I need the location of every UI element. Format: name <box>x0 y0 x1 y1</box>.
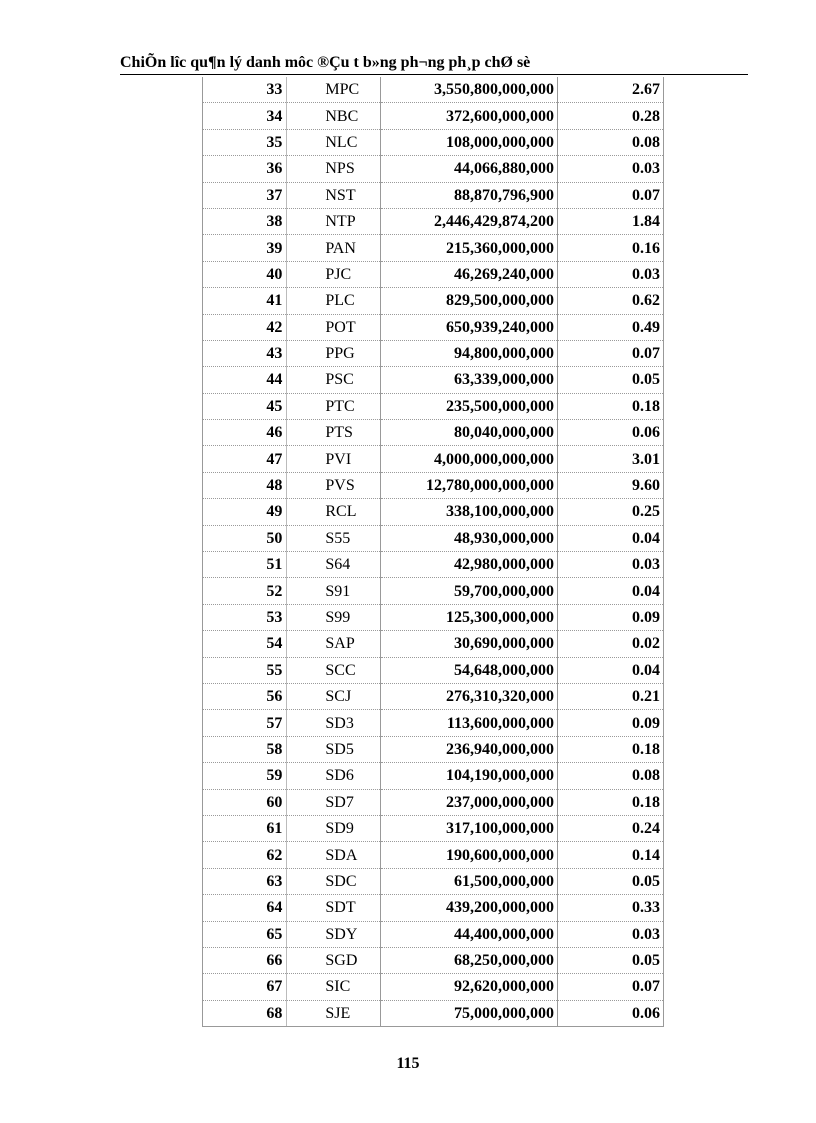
table-row <box>203 710 664 736</box>
stock-symbol: NTP <box>287 208 381 234</box>
table-row <box>203 736 664 762</box>
weight-percent: 0.08 <box>557 129 663 155</box>
stock-symbol: SDT <box>287 895 381 921</box>
table-row <box>203 683 664 709</box>
weight-percent: 0.05 <box>557 868 663 894</box>
market-value: 104,190,000,000 <box>381 763 558 789</box>
weight-percent: 0.07 <box>557 340 663 366</box>
stock-symbol: SGD <box>287 947 381 973</box>
market-value: 59,700,000,000 <box>381 578 558 604</box>
weight-percent: 0.04 <box>557 578 663 604</box>
stock-symbol: PAN <box>287 235 381 261</box>
row-index: 39 <box>203 235 287 261</box>
table-row <box>203 552 664 578</box>
table-row <box>203 129 664 155</box>
stock-symbol: SDY <box>287 921 381 947</box>
table-row <box>203 314 664 340</box>
row-index: 54 <box>203 631 287 657</box>
market-value: 63,339,000,000 <box>381 367 558 393</box>
weight-percent: 0.14 <box>557 842 663 868</box>
weight-percent: 0.08 <box>557 763 663 789</box>
weight-percent: 0.04 <box>557 657 663 683</box>
table-row <box>203 921 664 947</box>
row-index: 52 <box>203 578 287 604</box>
row-index: 56 <box>203 683 287 709</box>
stock-symbol: S64 <box>287 552 381 578</box>
market-value: 338,100,000,000 <box>381 499 558 525</box>
stock-symbol: PVI <box>287 446 381 472</box>
weight-percent: 0.03 <box>557 156 663 182</box>
market-value: 44,400,000,000 <box>381 921 558 947</box>
stock-symbol: SJE <box>287 1000 381 1026</box>
stock-symbol: PTS <box>287 420 381 446</box>
market-value: 94,800,000,000 <box>381 340 558 366</box>
stock-symbol: SDC <box>287 868 381 894</box>
page-header <box>120 50 748 75</box>
table-row <box>203 103 664 129</box>
market-value: 80,040,000,000 <box>381 420 558 446</box>
row-index: 63 <box>203 868 287 894</box>
row-index: 36 <box>203 156 287 182</box>
row-index: 51 <box>203 552 287 578</box>
weight-percent: 0.06 <box>557 420 663 446</box>
weight-percent: 0.18 <box>557 789 663 815</box>
market-value: 68,250,000,000 <box>381 947 558 973</box>
stock-symbol: S55 <box>287 525 381 551</box>
market-value: 42,980,000,000 <box>381 552 558 578</box>
row-index: 41 <box>203 288 287 314</box>
table-row <box>203 367 664 393</box>
weight-percent: 0.33 <box>557 895 663 921</box>
market-value: 125,300,000,000 <box>381 604 558 630</box>
stock-symbol: SD7 <box>287 789 381 815</box>
stock-symbol: SD3 <box>287 710 381 736</box>
market-value: 2,446,429,874,200 <box>381 208 558 234</box>
stock-table <box>202 77 664 1027</box>
table-row <box>203 420 664 446</box>
row-index: 34 <box>203 103 287 129</box>
weight-percent: 0.07 <box>557 182 663 208</box>
row-index: 62 <box>203 842 287 868</box>
stock-symbol: PLC <box>287 288 381 314</box>
market-value: 439,200,000,000 <box>381 895 558 921</box>
table-row <box>203 472 664 498</box>
row-index: 45 <box>203 393 287 419</box>
stock-symbol: NLC <box>287 129 381 155</box>
stock-symbol: SCC <box>287 657 381 683</box>
weight-percent: 0.18 <box>557 393 663 419</box>
weight-percent: 0.49 <box>557 314 663 340</box>
row-index: 66 <box>203 947 287 973</box>
row-index: 38 <box>203 208 287 234</box>
row-index: 49 <box>203 499 287 525</box>
weight-percent: 0.07 <box>557 974 663 1000</box>
stock-symbol: SD9 <box>287 815 381 841</box>
header-title: ChiÕn lîc qu¶n lý danh môc ®Çu t b»ng ph¬ng ph¸p chØ sè <box>120 54 531 71</box>
stock-symbol: POT <box>287 314 381 340</box>
market-value: 190,600,000,000 <box>381 842 558 868</box>
market-value: 372,600,000,000 <box>381 103 558 129</box>
stock-symbol: SIC <box>287 974 381 1000</box>
table-row <box>203 208 664 234</box>
table-row <box>203 842 664 868</box>
table-row <box>203 340 664 366</box>
stock-symbol: NPS <box>287 156 381 182</box>
stock-symbol: SCJ <box>287 683 381 709</box>
market-value: 113,600,000,000 <box>381 710 558 736</box>
row-index: 46 <box>203 420 287 446</box>
weight-percent: 0.05 <box>557 947 663 973</box>
stock-symbol: PJC <box>287 261 381 287</box>
row-index: 43 <box>203 340 287 366</box>
table-row <box>203 446 664 472</box>
table-row <box>203 763 664 789</box>
row-index: 33 <box>203 77 287 103</box>
row-index: 42 <box>203 314 287 340</box>
row-index: 57 <box>203 710 287 736</box>
table-row <box>203 182 664 208</box>
row-index: 53 <box>203 604 287 630</box>
market-value: 237,000,000,000 <box>381 789 558 815</box>
market-value: 12,780,000,000,000 <box>381 472 558 498</box>
weight-percent: 0.05 <box>557 367 663 393</box>
stock-symbol: PPG <box>287 340 381 366</box>
weight-percent: 0.25 <box>557 499 663 525</box>
table-row <box>203 947 664 973</box>
weight-percent: 0.18 <box>557 736 663 762</box>
weight-percent: 0.03 <box>557 261 663 287</box>
market-value: 75,000,000,000 <box>381 1000 558 1026</box>
market-value: 44,066,880,000 <box>381 156 558 182</box>
stock-symbol: PVS <box>287 472 381 498</box>
stock-symbol: S91 <box>287 578 381 604</box>
weight-percent: 2.67 <box>557 77 663 103</box>
row-index: 65 <box>203 921 287 947</box>
market-value: 61,500,000,000 <box>381 868 558 894</box>
stock-symbol: SAP <box>287 631 381 657</box>
market-value: 4,000,000,000,000 <box>381 446 558 472</box>
stock-symbol: SD5 <box>287 736 381 762</box>
table-row <box>203 631 664 657</box>
stock-symbol: RCL <box>287 499 381 525</box>
row-index: 50 <box>203 525 287 551</box>
weight-percent: 0.03 <box>557 921 663 947</box>
table-row <box>203 235 664 261</box>
stock-symbol: S99 <box>287 604 381 630</box>
stock-table-body <box>203 77 664 1027</box>
market-value: 829,500,000,000 <box>381 288 558 314</box>
market-value: 88,870,796,900 <box>381 182 558 208</box>
table-row <box>203 604 664 630</box>
row-index: 60 <box>203 789 287 815</box>
weight-percent: 0.16 <box>557 235 663 261</box>
row-index: 61 <box>203 815 287 841</box>
row-index: 44 <box>203 367 287 393</box>
table-row <box>203 868 664 894</box>
table-row <box>203 156 664 182</box>
weight-percent: 3.01 <box>557 446 663 472</box>
table-row <box>203 657 664 683</box>
weight-percent: 9.60 <box>557 472 663 498</box>
row-index: 68 <box>203 1000 287 1026</box>
row-index: 37 <box>203 182 287 208</box>
table-row <box>203 974 664 1000</box>
table-row <box>203 288 664 314</box>
row-index: 59 <box>203 763 287 789</box>
row-index: 35 <box>203 129 287 155</box>
market-value: 317,100,000,000 <box>381 815 558 841</box>
market-value: 48,930,000,000 <box>381 525 558 551</box>
row-index: 40 <box>203 261 287 287</box>
market-value: 46,269,240,000 <box>381 261 558 287</box>
table-row <box>203 261 664 287</box>
weight-percent: 0.03 <box>557 552 663 578</box>
market-value: 215,360,000,000 <box>381 235 558 261</box>
row-index: 47 <box>203 446 287 472</box>
table-row <box>203 578 664 604</box>
table-row <box>203 895 664 921</box>
weight-percent: 0.28 <box>557 103 663 129</box>
stock-symbol: NST <box>287 182 381 208</box>
row-index: 67 <box>203 974 287 1000</box>
stock-symbol: PSC <box>287 367 381 393</box>
market-value: 3,550,800,000,000 <box>381 77 558 103</box>
table-row <box>203 1000 664 1026</box>
market-value: 108,000,000,000 <box>381 129 558 155</box>
weight-percent: 0.62 <box>557 288 663 314</box>
market-value: 235,500,000,000 <box>381 393 558 419</box>
market-value: 54,648,000,000 <box>381 657 558 683</box>
row-index: 55 <box>203 657 287 683</box>
stock-symbol: MPC <box>287 77 381 103</box>
weight-percent: 0.09 <box>557 604 663 630</box>
weight-percent: 0.09 <box>557 710 663 736</box>
stock-symbol: SDA <box>287 842 381 868</box>
stock-symbol: SD6 <box>287 763 381 789</box>
row-index: 48 <box>203 472 287 498</box>
page-number: 115 <box>396 1055 420 1072</box>
weight-percent: 0.24 <box>557 815 663 841</box>
table-row <box>203 77 664 103</box>
table-row <box>203 393 664 419</box>
table-row <box>203 789 664 815</box>
market-value: 30,690,000,000 <box>381 631 558 657</box>
market-value: 236,940,000,000 <box>381 736 558 762</box>
weight-percent: 1.84 <box>557 208 663 234</box>
stock-symbol: NBC <box>287 103 381 129</box>
market-value: 650,939,240,000 <box>381 314 558 340</box>
market-value: 276,310,320,000 <box>381 683 558 709</box>
weight-percent: 0.04 <box>557 525 663 551</box>
table-row <box>203 525 664 551</box>
market-value: 92,620,000,000 <box>381 974 558 1000</box>
table-row <box>203 815 664 841</box>
weight-percent: 0.02 <box>557 631 663 657</box>
stock-symbol: PTC <box>287 393 381 419</box>
row-index: 58 <box>203 736 287 762</box>
weight-percent: 0.21 <box>557 683 663 709</box>
table-row <box>203 499 664 525</box>
weight-percent: 0.06 <box>557 1000 663 1026</box>
row-index: 64 <box>203 895 287 921</box>
